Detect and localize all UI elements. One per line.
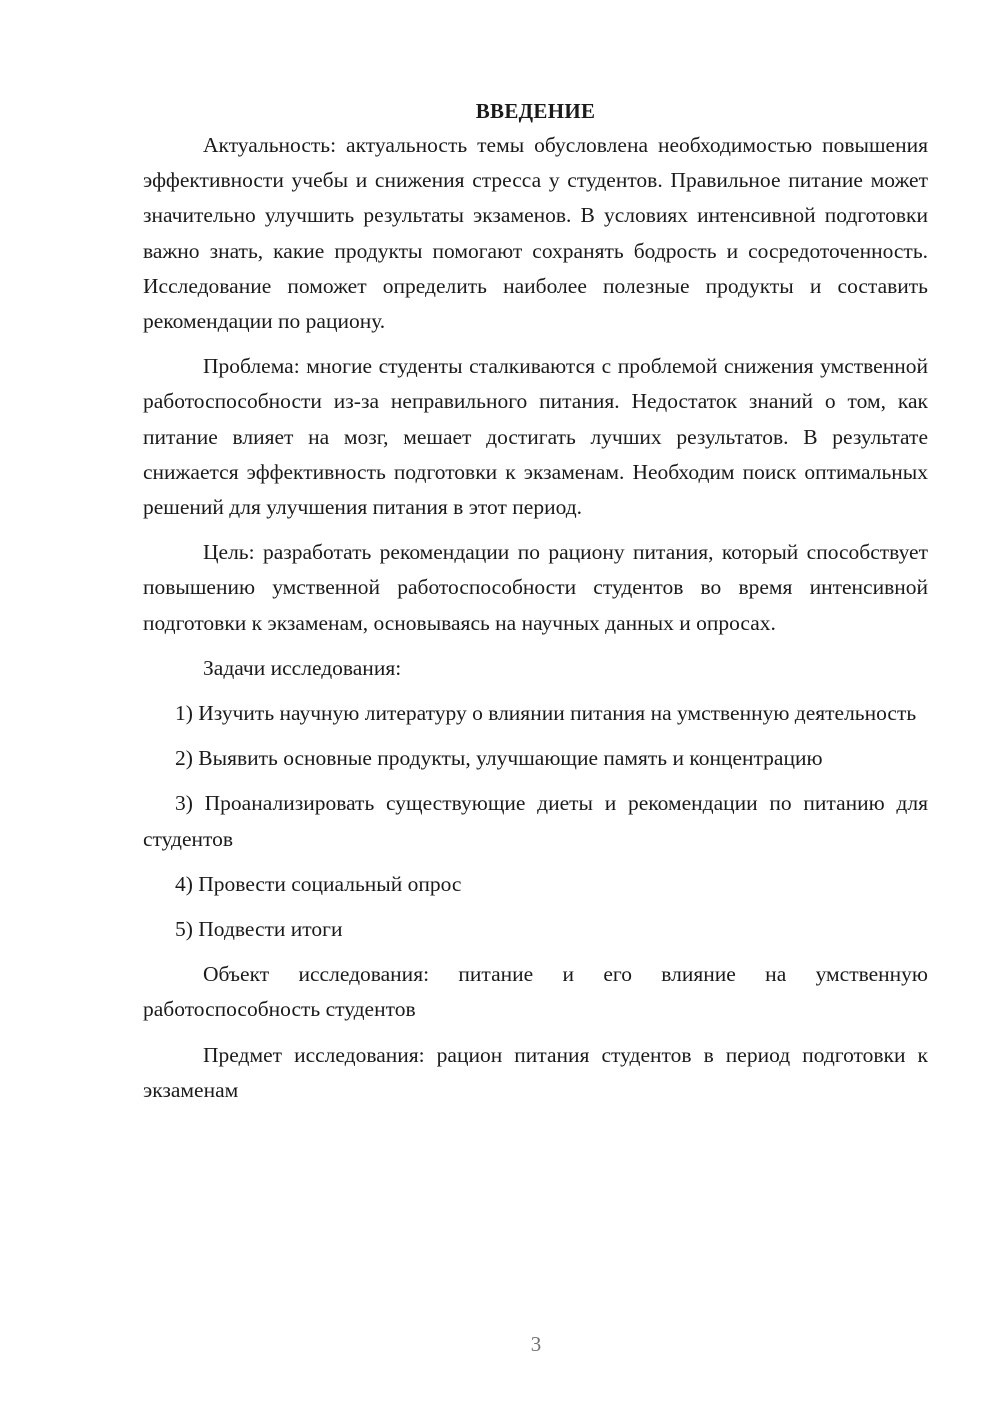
- section-heading: ВВЕДЕНИЕ: [475, 99, 596, 123]
- paragraph-relevance: Актуальность: актуальность темы обусловлена необходимостью повышения эффективности учебы и снижения стресса у студентов. Правильное питание может значительно улучшить результаты экзаменов. В условиях интенсивной подготовки важно знать, какие продукты помогают сохранять бодрость и сосредоточенность. Исследование поможет определить наиболее полезные продукты и составить рекомендации по рациону.: [143, 133, 928, 334]
- task-item-1: 1) Изучить научную литературу о влиянии питания на умственную деятельность: [175, 701, 917, 726]
- tasks-title: Задачи исследования:: [203, 655, 402, 680]
- document-page: [143, 96, 928, 1118]
- task-item-3: 3) Проанализировать существующие диеты и рекомендации по питанию для студентов: [143, 791, 928, 851]
- task-item-4: 4) Провести социальный опрос: [175, 871, 462, 896]
- paragraph-goal: Цель: разработать рекомендации по рациону питания, который способствует повышению умственной работоспособности студентов во время интенсивной подготовки к экзаменам, основываясь на научных данных и опросах.: [143, 540, 928, 635]
- paragraph-problem: Проблема: многие студенты сталкиваются с проблемой снижения умственной работоспособности из-за неправильного питания. Недостаток знаний о том, как питание влияет на мозг, мешает достигать лучших результатов. В результате снижается эффективность подготовки к экзаменам. Необходим поиск оптимальных решений для улучшения питания в этот период.: [143, 354, 928, 520]
- task-item-2: 2) Выявить основные продукты, улучшающие память и концентрацию: [175, 746, 823, 771]
- task-item-5: 5) Подвести итоги: [175, 917, 343, 942]
- page-number: 3: [530, 1332, 542, 1356]
- paragraph-subject: Предмет исследования: рацион питания студентов в период подготовки к экзаменам: [143, 1042, 928, 1102]
- paragraph-object: Объект исследования: питание и его влияние на умственную работоспособность студентов: [143, 962, 928, 1022]
